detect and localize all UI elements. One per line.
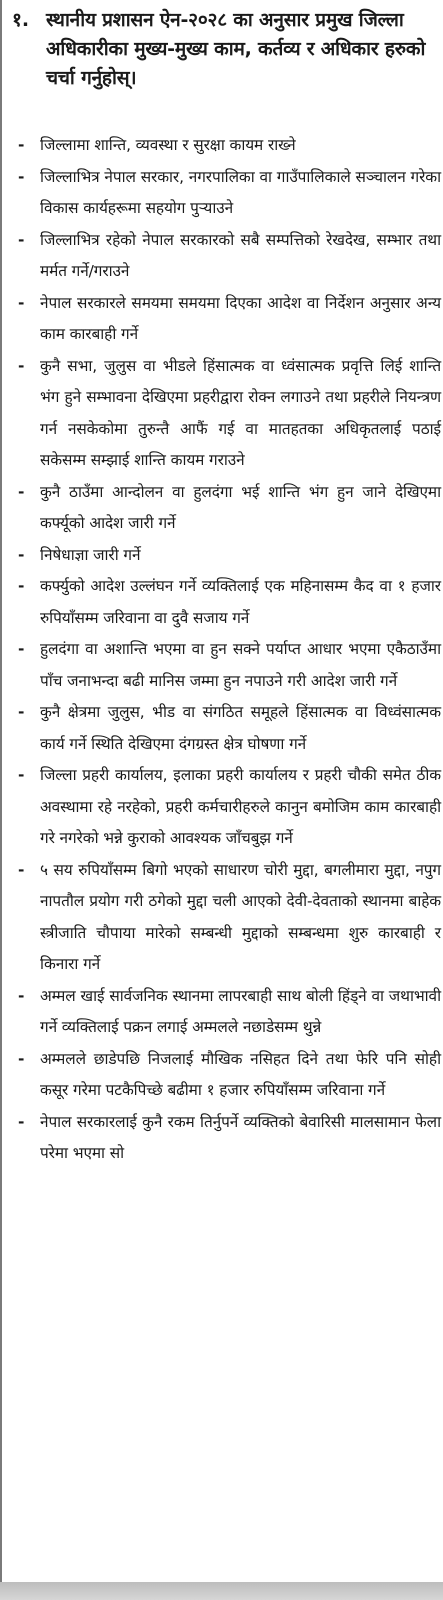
bullet-dash: - — [18, 293, 25, 312]
list-item — [16, 288, 441, 351]
list-item — [16, 477, 441, 540]
list-item — [16, 697, 441, 760]
list-item — [16, 981, 441, 1044]
list-item — [16, 634, 441, 697]
list-item-text: कुनै क्षेत्रमा जुलुस, भीड वा संगठित समूहले हिंसात्मक वा विध्वंसात्मक कार्य गर्ने स्थिति देखिएमा दंगग्रस्त क्षेत्र घोषणा गर्ने — [40, 703, 441, 753]
list-item-text: अम्मल खाई सार्वजनिक स्थानमा लापरबाही साथ बोली हिंड्ने वा जथाभावी गर्ने व्यक्तिलाई पक्रन लगाई अम्मलले नछाडेसम्म थुन्ने — [40, 986, 441, 1036]
bullet-dash: - — [18, 230, 25, 249]
question-block — [12, 6, 437, 93]
list-item-text: कर्फ्युको आदेश उल्लंघन गर्ने व्यक्तिलाई एक महिनासम्म कैद वा १ हजार रुपियाँसम्म जरिवाना वा दुवै सजाय गर्ने — [40, 577, 441, 627]
bullet-dash: - — [18, 545, 25, 564]
list-item — [16, 540, 441, 572]
bullet-dash: - — [18, 1112, 25, 1131]
list-item-text: हुलदंगा वा अशान्ति भएमा वा हुन सक्ने पर्याप्त आधार भएमा एकैठाउँमा पाँच जनाभन्दा बढी मानिस जम्मा हुन नपाउने गरी आदेश जारी गर्ने — [40, 640, 441, 690]
list-item — [16, 130, 441, 162]
list-item — [16, 225, 441, 288]
list-item — [16, 760, 441, 855]
list-item-text: जिल्लामा शान्ति, व्यवस्था र सुरक्षा कायम राख्ने — [40, 136, 296, 154]
bullet-dash: - — [18, 986, 25, 1005]
question-number: १. — [12, 9, 30, 31]
list-item — [16, 351, 441, 477]
list-item-text: ५ सय रुपियाँसम्म बिगो भएको साधारण चोरी मुद्दा, बगलीमारा मुद्दा, नपुग नापतौल प्रयोग गरी ठगेको मुद्दा चली आएको देवी-देवताको स्थानमा बाहेक स्त्रीजाति चौपाया मारेको सम्बन्धी मुद्दाको सम्बन्धमा शुरु कारबाही र किनारा गर्ने — [40, 860, 441, 973]
bullet-dash: - — [18, 167, 25, 186]
bullet-dash: - — [18, 640, 25, 658]
list-item-text: नेपाल सरकारले समयमा समयमा दिएका आदेश वा निर्देशन अनुसार अन्य काम कारबाही गर्ने — [40, 293, 441, 343]
bullet-dash: - — [18, 703, 25, 721]
list-item-text: कुनै सभा, जुलुस वा भीडले हिंसात्मक वा ध्वंसात्मक प्रवृत्ति लिई शान्ति भंग हुने सम्भावना देखिएमा प्रहरीद्वारा रोक्न लगाउने तथा प्रहरीले नियन्त्रण गर्न नसकेकोमा तुरुन्तै आफैं गई वा मातहतका अधिकृतलाई पठाई सकेसम्म सम्झाई शान्ति कायम गराउने — [40, 356, 441, 469]
list-item-text: जिल्लाभित्र रहेको नेपाल सरकारको सबै सम्पत्तिको रेखदेख, सम्भार तथा मर्मत गर्ने/गराउने — [40, 230, 441, 280]
answer-list — [16, 130, 441, 1170]
list-item — [16, 571, 441, 634]
bullet-dash: - — [18, 356, 25, 375]
list-item-text: जिल्लाभित्र नेपाल सरकार, नगरपालिका वा गाउँपालिकाले सञ्चालन गरेका विकास कार्यहरूमा सहयोग पुऱ्याउने — [40, 167, 441, 217]
list-item — [16, 1044, 441, 1107]
bullet-dash: - — [18, 766, 25, 784]
list-item-text: अम्मलले छाडेपछि निजलाई मौखिक नसिहत दिने तथा फेरि पनि सोही कसूर गरेमा पटकैपिच्छे बढीमा १ हजार रुपियाँसम्म जरिवाना गर्ने — [40, 1049, 441, 1099]
bullet-dash: - — [18, 577, 25, 595]
list-item-text: निषेधाज्ञा जारी गर्ने — [40, 545, 141, 564]
bullet-dash: - — [18, 1049, 25, 1068]
list-item — [16, 162, 441, 225]
list-item-text: नेपाल सरकारलाई कुनै रकम तिर्नुपर्ने व्यक्तिको बेवारिसी मालसामान फेला परेमा भएमा सो — [40, 1112, 441, 1162]
list-item-text: जिल्ला प्रहरी कार्यालय, इलाका प्रहरी कार्यालय र प्रहरी चौकी समेत ठीक अवस्थामा रहे नरहेको, प्रहरी कर्मचारीहरुले कानुन बमोजिम काम कारबाही गरे नगरेको भन्ने कुराको आवश्यक जाँचबुझ गर्ने — [40, 766, 441, 847]
page-bottom-edge — [0, 1582, 443, 1600]
bullet-dash: - — [18, 860, 25, 879]
bullet-dash: - — [18, 482, 25, 501]
bullet-dash: - — [18, 136, 25, 154]
list-item — [16, 855, 441, 981]
question-heading: स्थानीय प्रशासन ऐन-२०२८ का अनुसार प्रमुख जिल्ला अधिकारीका मुख्य-मुख्य काम, कर्तव्य र अधिकार हरुको चर्चा गर्नुहोस्। — [46, 9, 426, 89]
list-item — [16, 1107, 441, 1170]
list-item-text: कुनै ठाउँमा आन्दोलन वा हुलदंगा भई शान्ति भंग हुन जाने देखिएमा कर्फ्यूको आदेश जारी गर्ने — [40, 482, 441, 532]
